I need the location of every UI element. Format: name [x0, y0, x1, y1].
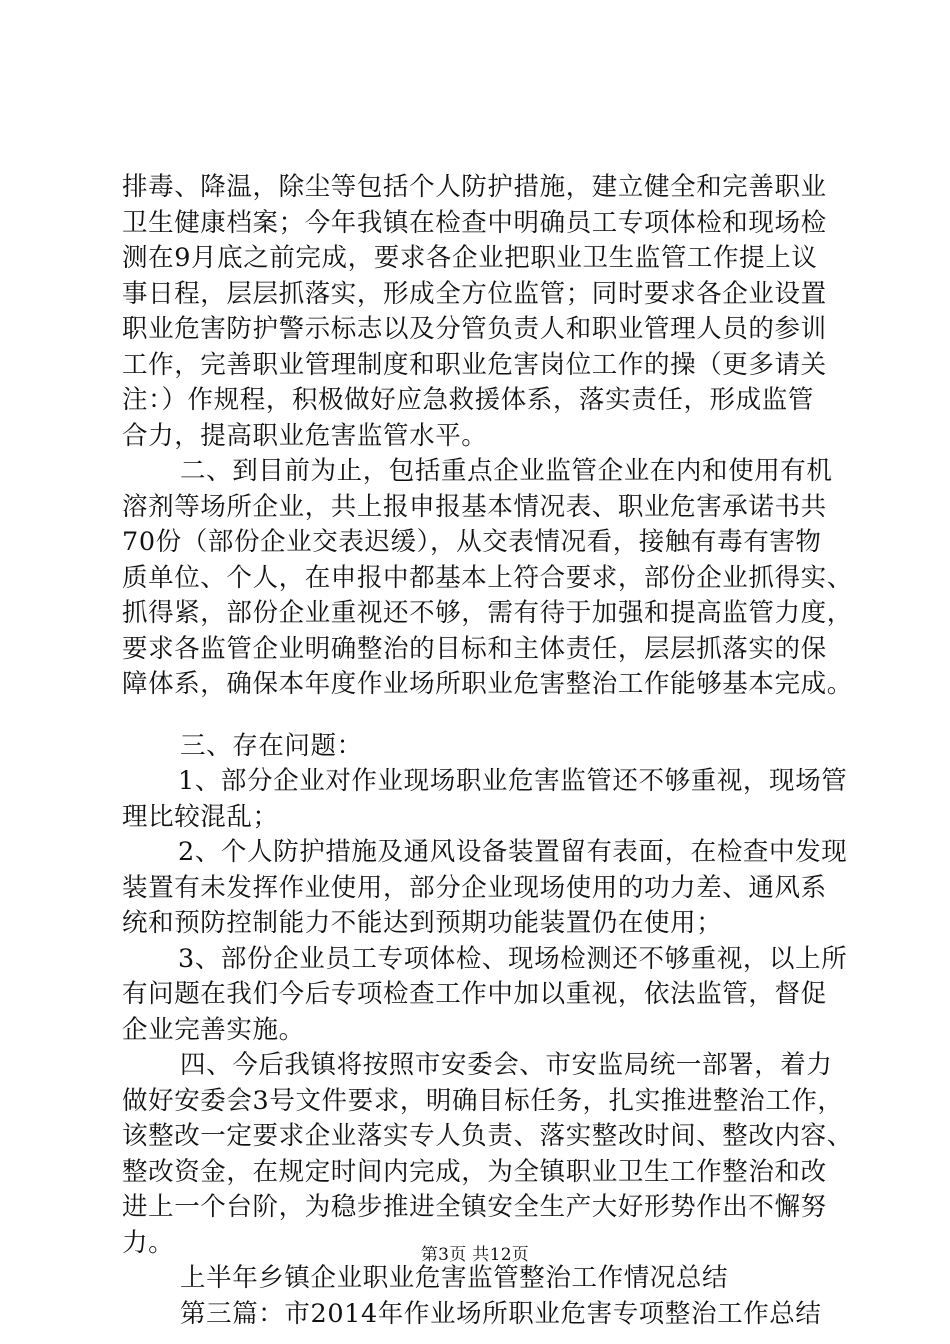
text-line: 理比较混乱；: [122, 801, 279, 832]
text-line: 职业危害防护警示标志以及分管负责人和职业管理人员的参训: [122, 314, 827, 344]
text-line: 力。: [122, 1227, 175, 1258]
text-line: 障体系，确保本年度作业场所职业危害整治工作能够基本完成。: [122, 669, 853, 699]
text-line: 装置有未发挥作业使用，部分企业现场使用的功力差、通风系: [122, 872, 827, 903]
text-line: 合力，提高职业危害监管水平。: [122, 420, 488, 451]
text-line: 工作，完善职业管理制度和职业危害岗位工作的操（更多请关: [122, 349, 827, 380]
document-body: [122, 170, 853, 1332]
text-line: 有问题在我们今后专项检查工作中加以重视，依法监管，督促: [122, 979, 827, 1009]
text-line: 排毒、降温，除尘等包括个人防护措施，建立健全和完善职业: [122, 172, 827, 202]
text-line: 事日程，层层抓落实，形成全方位监管；同时要求各企业设置: [122, 278, 827, 309]
paragraph-3: [122, 729, 847, 1049]
text-line: 质单位、个人，在申报中都基本上符合要求，部份企业抓得实、: [122, 562, 853, 593]
text-line: 溶剂等场所企业，共上报申报基本情况表、职业危害承诺书共: [122, 491, 827, 522]
text-line: 2、个人防护措施及通风设备装置留有表面，在检查中发现: [178, 837, 848, 867]
document-title: 上半年乡镇企业职业危害监管整治工作情况总结: [180, 1263, 729, 1293]
text-line: 抓得紧，部份企业重视还不够，需有待于加强和提高监管力度，: [122, 598, 853, 628]
text-line: 3、部份企业员工专项体检、现场检测还不够重视，以上所: [178, 943, 848, 974]
text-line: 二、到目前为止，包括重点企业监管企业在内和使用有机: [180, 456, 833, 486]
paragraph-1: [122, 170, 847, 454]
text-line: 企业完善实施。: [122, 1014, 305, 1045]
text-line: 四、今后我镇将按照市安委会、市安监局统一部署，着力: [180, 1050, 833, 1080]
section-heading: 三、存在问题：: [180, 730, 363, 761]
text-line: 注：）作规程，积极做好应急救援体系，落实责任，形成监管: [122, 385, 814, 415]
text-line: 整改资金，在规定时间内完成，为全镇职业卫生工作整治和改: [122, 1156, 827, 1187]
text-line: 统和预防控制能力不能达到预期功能装置仍在使用；: [122, 908, 723, 938]
text-line: 测在9月底之前完成，要求各企业把职业卫生监管工作提上议: [122, 243, 818, 273]
text-line: 进上一个台阶，为稳步推进全镇安全生产大好形势作出不懈努: [122, 1192, 827, 1222]
text-line: 该整改一定要求企业落实专人负责、落实整改时间、整改内容、: [122, 1121, 853, 1151]
text-line: 要求各监管企业明确整治的目标和主体责任，层层抓落实的保: [122, 633, 827, 664]
text-line: 卫生健康档案；今年我镇在检查中明确员工专项体检和现场检: [122, 207, 827, 238]
text-line: 做好安委会3号文件要求，明确目标任务，扎实推进整治工作，: [122, 1085, 844, 1116]
text-line: 70份（部份企业交表迟缓），从交表情况看，接触有毒有害物: [122, 527, 822, 557]
paragraph-2: [122, 454, 853, 703]
paragraph-4: [122, 1048, 853, 1261]
chapter-title: 第三篇：市2014年作业场所职业危害专项整治工作总结: [180, 1298, 822, 1329]
paragraph-gap: [122, 703, 847, 729]
page-footer: 第3页 共12页: [420, 1245, 530, 1265]
text-line: 1、部分企业对作业现场职业危害监管还不够重视，现场管: [178, 766, 848, 796]
